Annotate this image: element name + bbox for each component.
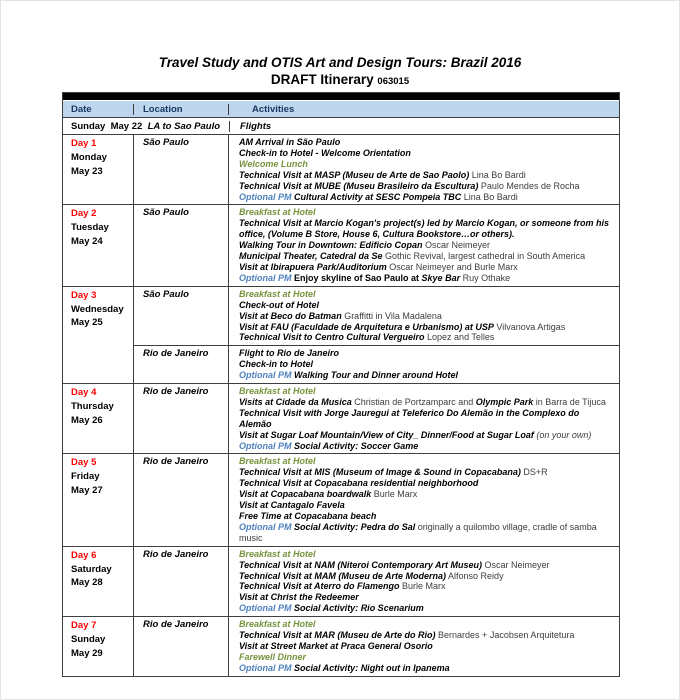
intro-route: LA to Sao Paulo	[147, 120, 221, 132]
day-weekday: Friday	[71, 471, 100, 483]
activity-text-segment: Optional PM	[239, 370, 292, 381]
day-date-cell	[63, 287, 133, 383]
activity-text-segment: Lina Bo Bardi	[469, 169, 526, 180]
activity-text-segment: Bernardes + Jacobsen Arquitetura	[435, 630, 575, 641]
day-section	[133, 547, 619, 616]
activity-line	[239, 322, 611, 333]
activity-line	[239, 663, 611, 674]
page-subtitle	[1, 71, 679, 90]
intro-date-location	[63, 121, 229, 132]
day-date: May 27	[71, 485, 103, 497]
day-row	[63, 287, 619, 384]
activity-text-segment: Visit at Cantagalo Favela	[239, 500, 345, 511]
activities-cell	[228, 617, 619, 676]
activity-text-segment: Oscar Neimeyer	[422, 240, 491, 251]
day-sections	[133, 384, 619, 453]
activity-line	[239, 218, 611, 240]
day-weekday: Thursday	[71, 400, 114, 412]
day-number-label: Day 7	[71, 620, 97, 632]
activity-text-segment: Alfonso Reidy	[446, 570, 504, 581]
activity-text-segment: Paulo Mendes de Rocha	[478, 180, 580, 191]
day-date: May 24	[71, 236, 103, 248]
day-section	[133, 454, 619, 545]
activity-text-segment: Technical Visit at Copacabana residential neighborhood	[239, 478, 479, 489]
activity-text-segment: Breakfast at Hotel	[239, 456, 316, 467]
activity-line	[239, 137, 611, 148]
day-section	[133, 345, 619, 383]
activity-text-segment: Visit at Street Market at Praca General Osorio	[239, 640, 433, 651]
day-weekday: Saturday	[71, 563, 112, 575]
activity-text-segment: Olympic Park	[475, 396, 534, 407]
activity-text-segment: Breakfast at Hotel	[239, 619, 316, 630]
activities-cell	[228, 287, 619, 346]
activity-text-segment: Check-in to Hotel - Welcome Orientation	[239, 147, 411, 158]
day-number-label: Day 5	[71, 457, 97, 469]
activity-text-segment: Optional PM	[239, 662, 292, 673]
location-cell: Rio de Janeiro	[133, 617, 228, 676]
activities-cell	[228, 384, 619, 453]
activity-line	[239, 289, 611, 300]
day-weekday: Tuesday	[71, 222, 109, 234]
activity-line	[239, 408, 611, 430]
day-weekday: Wednesday	[71, 303, 124, 315]
activity-text-segment: Walking Tour in Downtown: Edificio Copan	[239, 240, 423, 251]
activity-text-segment: Skye Bar	[421, 272, 461, 283]
activity-line	[239, 619, 611, 630]
intro-row	[63, 118, 619, 135]
table-header-row	[63, 101, 619, 118]
activity-text-segment: Social Activity: Night out in Ipanema	[291, 662, 450, 673]
activity-line	[239, 441, 611, 452]
day-row	[63, 617, 619, 676]
activity-text-segment: Welcome Lunch	[239, 158, 308, 169]
activity-text-segment: Burle Marx	[371, 489, 418, 500]
activities-cell	[228, 547, 619, 616]
page-title: Travel Study and OTIS Art and Design Tours: Brazil 2016	[158, 55, 522, 70]
location-cell: São Paulo	[133, 205, 228, 285]
activity-text-segment: Burle Marx	[399, 581, 446, 592]
activity-text-segment: Technical Visit at MAR (Museu de Arte do Rio)	[239, 630, 436, 641]
activity-text-segment: Optional PM	[239, 272, 292, 283]
activity-line	[239, 592, 611, 603]
activity-line	[239, 251, 611, 262]
activity-line	[239, 456, 611, 467]
day-sections	[133, 205, 619, 285]
day-date-cell	[63, 205, 133, 285]
activity-text-segment: Breakfast at Hotel	[239, 288, 316, 299]
activity-text-segment: Lopez and Telles	[424, 332, 495, 343]
activities-cell	[228, 346, 619, 383]
activity-text-segment: Technical Visit at MASP (Museu de Arte de Sao Paolo)	[239, 169, 470, 180]
activity-line	[239, 159, 611, 170]
day-number-label: Day 1	[71, 138, 97, 149]
activity-text-segment: Social Activity: Soccer Game	[291, 440, 419, 451]
location-cell: Rio de Janeiro	[133, 384, 228, 453]
activity-line	[239, 571, 611, 582]
day-sections	[133, 454, 619, 545]
day-number-label: Day 2	[71, 208, 97, 220]
day-date-cell	[63, 617, 133, 676]
activity-text-segment: Visit at Ibirapuera Park/Auditorium	[239, 261, 387, 272]
location-cell: Rio de Janeiro	[133, 454, 228, 545]
activity-line	[239, 511, 611, 522]
day-date-cell	[63, 384, 133, 453]
activity-text-segment: Breakfast at Hotel	[239, 207, 316, 218]
subtitle-version: 063015	[377, 76, 410, 87]
activity-text-segment: Technical Visit at NAM (Niteroi Contemporary Art Museu)	[239, 559, 483, 570]
activity-line	[239, 207, 611, 218]
activity-line	[239, 181, 611, 192]
activity-line	[239, 192, 611, 203]
activity-line	[239, 603, 611, 614]
activity-line	[239, 359, 611, 370]
activity-line	[239, 148, 611, 159]
activities-cell	[228, 205, 619, 285]
activity-text-segment: Technical Visit at MUBE (Museu Brasileiro da Escultura)	[239, 180, 479, 191]
activities-cell	[228, 135, 619, 204]
activity-line	[239, 500, 611, 511]
location-cell: Rio de Janeiro	[133, 346, 228, 383]
day-row	[63, 547, 619, 617]
activity-text-segment: Visit at Beco do Batman	[239, 310, 342, 321]
day-date: May 25	[71, 317, 103, 329]
activity-text-segment: Technical Visit to Centro Cultural Vergueiro	[239, 332, 425, 343]
day-section	[133, 135, 619, 204]
activity-line	[239, 581, 611, 592]
activity-text-segment: Walking Tour and Dinner around Hotel	[291, 370, 459, 381]
activity-text-segment: Technical Visit at MAM (Museu de Arte Moderna)	[239, 570, 447, 581]
intro-date: Sunday May 22	[71, 120, 148, 132]
activity-text-segment: Free Time at Copacabana beach	[239, 511, 377, 521]
activity-text-segment: Technical Visit at Aterro do Flamengo	[239, 581, 400, 592]
activity-text-segment: Oscar Neimeyer	[482, 559, 550, 570]
day-row	[63, 454, 619, 546]
activity-text-segment: Enjoy skyline of Sao Paulo at	[291, 272, 422, 283]
day-row	[63, 135, 619, 205]
day-number-label: Day 6	[71, 549, 97, 561]
location-cell: São Paulo	[133, 135, 228, 204]
activity-text-segment: Oscar Neimeyer and Burle Marx	[386, 261, 518, 272]
activity-line	[239, 240, 611, 251]
activity-text-segment: Optional PM	[239, 440, 292, 451]
activity-line	[239, 262, 611, 273]
activity-text-segment: Optional PM	[239, 191, 292, 202]
day-section	[133, 384, 619, 453]
activity-text-segment: Gothic Revival, largest cathedral in South America	[382, 251, 586, 262]
activity-line	[239, 370, 611, 381]
activities-cell	[228, 454, 619, 545]
day-date-cell	[63, 454, 133, 545]
activity-text-segment: Lina Bo Bardi	[461, 191, 518, 202]
column-header-date: Date	[71, 103, 92, 115]
activity-line	[239, 522, 611, 544]
activity-line	[239, 630, 611, 641]
day-sections	[133, 547, 619, 616]
activity-text-segment: Check-out of Hotel	[239, 299, 319, 310]
activity-line	[239, 300, 611, 311]
day-weekday: Sunday	[71, 633, 106, 645]
activity-line	[239, 478, 611, 489]
day-sections	[133, 617, 619, 676]
day-row	[63, 384, 619, 454]
activity-text-segment: Optional PM	[239, 521, 292, 532]
table-top-bar	[63, 93, 619, 101]
day-date-cell	[63, 547, 133, 616]
activity-text-segment: Graffitti in Vila Madalena	[341, 310, 442, 321]
day-number-label: Day 4	[71, 387, 97, 399]
subtitle-text: DRAFT Itinerary	[270, 72, 374, 87]
activity-line	[239, 170, 611, 181]
activity-text-segment: Christian de Portzamparc and	[351, 396, 476, 407]
column-header-location: Location	[133, 104, 228, 115]
activity-line	[239, 560, 611, 571]
activity-text-segment: Technical Visit at Marcio Kogan's project(s) led by Marcio Kogan, or someone from his office, (Volume B Store, House 6, Cultura Bookstore…or others).	[239, 218, 610, 240]
intro-activity: Flights	[229, 121, 619, 132]
day-date: May 28	[71, 577, 103, 589]
activity-text-segment: Technical Visit at MIS (Museum of Image & Sound in Copacabana)	[239, 467, 521, 478]
activity-line	[239, 489, 611, 500]
activity-text-segment: in Barra de Tijuca	[533, 396, 606, 407]
activity-text-segment: Municipal Theater, Catedral da Se	[239, 251, 383, 262]
activity-text-segment: DS+R	[520, 467, 548, 478]
day-section	[133, 617, 619, 676]
activity-line	[239, 311, 611, 322]
day-section	[133, 287, 619, 346]
activity-text-segment: Flight to Rio de Janeiro	[239, 348, 340, 359]
activity-text-segment: AM Arrival in São Paulo	[239, 137, 341, 147]
activity-text-segment: Ruy Othake	[460, 272, 511, 283]
activity-text-segment: Visits at Cidade da Musica	[239, 396, 352, 407]
activity-line	[239, 386, 611, 397]
activity-text-segment: Optional PM	[239, 603, 292, 614]
activity-text-segment: Technical Visit with Jorge Jauregui at Teleferico Do Alemão in the Complexo do Alemão	[239, 407, 580, 429]
activity-line	[239, 397, 611, 408]
itinerary-table	[62, 92, 620, 677]
day-rows-container	[63, 135, 619, 676]
activity-text-segment: Visit at FAU (Faculdade de Arquitetura e Urbanismo) at USP	[239, 321, 494, 332]
activity-text-segment: Check-in to Hotel	[239, 359, 314, 370]
activity-text-segment: Breakfast at Hotel	[239, 548, 316, 559]
activity-text-segment: Visit at Copacabana boardwalk	[239, 489, 372, 500]
activity-text-segment: Social Activity: Pedra do Sal	[291, 521, 416, 532]
day-weekday: Monday	[71, 151, 107, 163]
activity-line	[239, 430, 611, 441]
activity-text-segment: Visit at Christ the Redeemer	[239, 592, 359, 603]
activity-line	[239, 273, 611, 284]
day-date: May 23	[71, 165, 103, 177]
column-header-activities: Activities	[228, 104, 619, 115]
activity-text-segment: (on your own)	[533, 429, 592, 440]
activity-text-segment: Social Activity: Rio Scenarium	[291, 603, 424, 614]
activity-text-segment: originally a quilombo village, cradle of samba music	[239, 521, 597, 543]
activity-text-segment: Cultural Activity at SESC Pompeia TBC	[291, 191, 462, 202]
day-row	[63, 205, 619, 286]
activity-text-segment: Farewell Dinner	[239, 651, 307, 662]
activity-line	[239, 467, 611, 478]
day-number-label: Day 3	[71, 289, 97, 301]
location-cell: São Paulo	[133, 287, 228, 346]
activity-text-segment: Vilvanova Artigas	[493, 321, 566, 332]
day-section	[133, 205, 619, 285]
activity-text-segment: Visit at Sugar Loaf Mountain/View of City_ Dinner/Food at Sugar Loaf	[239, 429, 534, 440]
location-cell: Rio de Janeiro	[133, 547, 228, 616]
activity-text-segment: Breakfast at Hotel	[239, 386, 316, 397]
day-sections	[133, 135, 619, 204]
activity-line	[239, 652, 611, 663]
day-date-cell	[63, 135, 133, 204]
activity-line	[239, 641, 611, 652]
activity-line	[239, 332, 611, 343]
activity-line	[239, 348, 611, 359]
day-date: May 26	[71, 414, 103, 426]
day-sections	[133, 287, 619, 383]
activity-line	[239, 549, 611, 560]
day-date: May 29	[71, 647, 103, 659]
